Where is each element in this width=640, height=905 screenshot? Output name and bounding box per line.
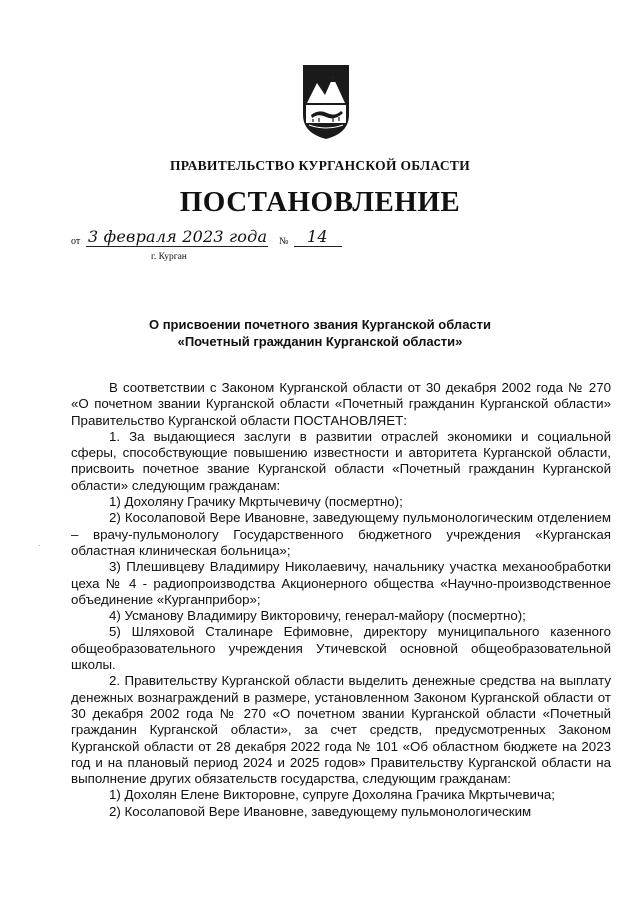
- coat-of-arms-emblem: [301, 63, 351, 141]
- document-body: [71, 380, 611, 820]
- clause-2-item-2: 2) Косолаповой Вере Ивановне, заведующему пульмонологическим: [109, 803, 532, 819]
- clause-1: 1. За выдающиеся заслуги в развитии отраслей экономики и социальной сферы, способствующие повышению известности и авторитета Курганской области, присвоить почетное звание Курганской области «Почетный гражданин Курганской области» следующим гражданам:: [71, 428, 611, 493]
- number-label: №: [279, 236, 289, 247]
- clause-1-item-3: 3) Плешивцеву Владимиру Николаевичу, начальнику участка механообработки цеха № 4 - радиопроизводства Акционерного общества «Научно-производственное объединение «Курганприбор»;: [71, 559, 611, 607]
- clause-1-item-5: 5) Шляховой Сталинаре Ефимовне, директору муниципального казенного общеобразовательного учреждения Утичевской основной общеобразовательной школы.: [71, 624, 611, 673]
- subject-line-1: О присвоении почетного звания Курганской области: [148, 317, 492, 332]
- subject-line-2: «Почетный гражданин Курганской области»: [177, 334, 463, 349]
- clause-1-item-1: 1) Дохоляну Грачику Мкртычевичу (посмертно);: [109, 494, 403, 510]
- clause-2: 2. Правительству Курганской области выделить денежные средства на выплату денежных вознаграждений в размере, установленном Законом Курганской области от 30 декабря 2002 года № 270 «О почетном звании Курганской области «Почетный гражданин Курганской области», за счет средств, предусмотренных Законом Курганской области от 28 декабря 2022 года № 101 «Об областном бюджете на 2023 год и на плановый период 2024 и 2025 годов» Правительству Курганской области на выполнение других обязательств государства, следующим гражданам:: [71, 673, 611, 787]
- clause-1-item-4: 4) Усманову Владимиру Викторовичу, генерал-майору (посмертно);: [109, 608, 526, 624]
- document-subject: [0, 316, 640, 350]
- intro-paragraph: В соответствии с Законом Курганской области от 30 декабря 2002 года № 270 «О почетном звании Курганской области «Почетный гражданин Курганской области» Правительство Курганской области ПОСТАНОВЛЯЕТ:: [71, 380, 611, 428]
- date-underline: [86, 246, 268, 247]
- number-handwritten: 14: [307, 227, 328, 246]
- document-type-title: ПОСТАНОВЛЕНИЕ: [179, 186, 461, 218]
- government-title: ПРАВИТЕЛЬСТВО КУРГАНСКОЙ ОБЛАСТИ: [169, 158, 471, 173]
- clause-2-item-1: 1) Дохолян Елене Викторовне, супруге Дохоляна Грачика Мкртычевича;: [109, 787, 555, 803]
- date-handwritten: 3 февраля 2023 года: [88, 227, 268, 246]
- number-underline: [294, 246, 342, 247]
- city-label: г. Курган: [151, 252, 187, 262]
- margin-mark: .: [38, 538, 41, 548]
- clause-1-item-2: 2) Косолаповой Вере Ивановне, заведующему пульмонологическим отделением – врачу-пульмонологу Государственного бюджетного учреждения «Курганская областная клиническая больница»;: [71, 510, 611, 558]
- date-from-label: от: [71, 236, 81, 247]
